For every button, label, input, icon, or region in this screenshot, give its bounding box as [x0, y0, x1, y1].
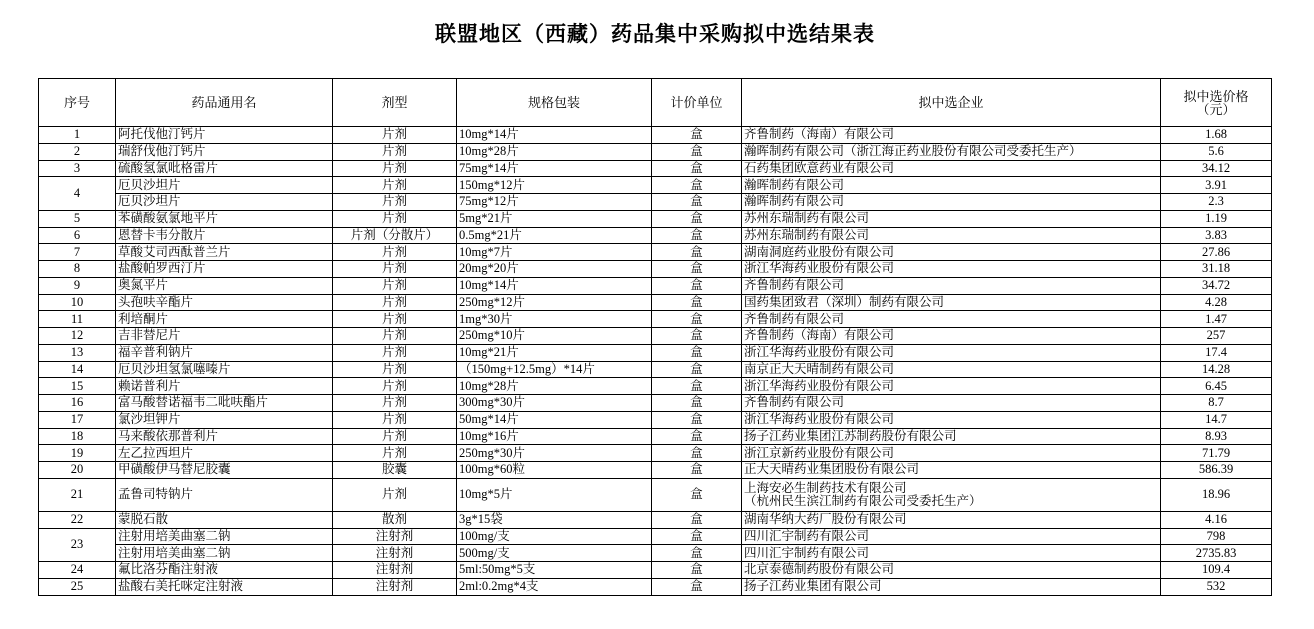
cell-price: 3.91: [1161, 177, 1272, 194]
cell-no: 20: [39, 462, 116, 479]
cell-price: 2.3: [1161, 194, 1272, 211]
cell-spec: （150mg+12.5mg）*14片: [457, 361, 652, 378]
cell-no: 2: [39, 143, 116, 160]
cell-drug-name: 阿托伐他汀钙片: [116, 127, 333, 144]
cell-unit: 盒: [652, 261, 742, 278]
cell-company: 浙江华海药业股份有限公司: [742, 378, 1161, 395]
cell-drug-name: 硫酸氢氯吡格雷片: [116, 160, 333, 177]
cell-price: 109.4: [1161, 562, 1272, 579]
table-row: [39, 528, 1272, 545]
cell-drug-name: 孟鲁司特钠片: [116, 478, 333, 511]
cell-price: 6.45: [1161, 378, 1272, 395]
results-table: [38, 78, 1272, 596]
cell-spec: 250mg*10片: [457, 328, 652, 345]
cell-dosage-form: 片剂: [333, 478, 457, 511]
cell-price: 3.83: [1161, 227, 1272, 244]
cell-spec: 250mg*30片: [457, 445, 652, 462]
table-row: [39, 177, 1272, 194]
table-row: [39, 194, 1272, 211]
cell-drug-name: 赖诺普利片: [116, 378, 333, 395]
cell-unit: 盒: [652, 244, 742, 261]
cell-drug-name: 蒙脱石散: [116, 511, 333, 528]
page-title: 联盟地区（西藏）药品集中采购拟中选结果表: [435, 22, 875, 46]
cell-unit: 盒: [652, 294, 742, 311]
table-row: [39, 261, 1272, 278]
header-no: 序号: [39, 79, 116, 127]
cell-dosage-form: 散剂: [333, 511, 457, 528]
cell-unit: 盒: [652, 177, 742, 194]
cell-dosage-form: 片剂: [333, 160, 457, 177]
cell-company: 浙江京新药业股份有限公司: [742, 445, 1161, 462]
cell-price: 4.28: [1161, 294, 1272, 311]
cell-dosage-form: 注射剂: [333, 545, 457, 562]
cell-spec: 10mg*5片: [457, 478, 652, 511]
cell-no: 17: [39, 411, 116, 428]
cell-company: 浙江华海药业股份有限公司: [742, 261, 1161, 278]
cell-spec: 300mg*30片: [457, 395, 652, 412]
cell-price: 14.7: [1161, 411, 1272, 428]
cell-unit: 盒: [652, 395, 742, 412]
table-row: [39, 462, 1272, 479]
cell-dosage-form: 注射剂: [333, 578, 457, 595]
cell-dosage-form: 片剂: [333, 411, 457, 428]
cell-price: 34.72: [1161, 277, 1272, 294]
cell-price: 2735.83: [1161, 545, 1272, 562]
cell-company: 湖南洞庭药业股份有限公司: [742, 244, 1161, 261]
cell-unit: 盒: [652, 462, 742, 479]
cell-spec: 2ml:0.2mg*4支: [457, 578, 652, 595]
cell-unit: 盒: [652, 511, 742, 528]
cell-drug-name: 注射用培美曲塞二钠: [116, 545, 333, 562]
cell-no: 24: [39, 562, 116, 579]
cell-spec: 10mg*28片: [457, 378, 652, 395]
cell-price: 71.79: [1161, 445, 1272, 462]
cell-price: 31.18: [1161, 261, 1272, 278]
cell-no: 21: [39, 478, 116, 511]
cell-spec: 10mg*7片: [457, 244, 652, 261]
cell-company: 正大天晴药业集团股份有限公司: [742, 462, 1161, 479]
cell-unit: 盒: [652, 210, 742, 227]
cell-spec: 50mg*14片: [457, 411, 652, 428]
cell-company: 北京泰德制药股份有限公司: [742, 562, 1161, 579]
cell-drug-name: 厄贝沙坦氢氯噻嗪片: [116, 361, 333, 378]
cell-dosage-form: 片剂: [333, 445, 457, 462]
cell-unit: 盒: [652, 311, 742, 328]
cell-spec: 5ml:50mg*5支: [457, 562, 652, 579]
header-dosage-form: 剂型: [333, 79, 457, 127]
cell-unit: 盒: [652, 328, 742, 345]
table-row: [39, 210, 1272, 227]
cell-no: 11: [39, 311, 116, 328]
cell-dosage-form: 片剂: [333, 194, 457, 211]
cell-company: 苏州东瑞制药有限公司: [742, 227, 1161, 244]
cell-spec: 500mg/支: [457, 545, 652, 562]
table-row: [39, 445, 1272, 462]
cell-drug-name: 福辛普利钠片: [116, 344, 333, 361]
cell-company: 石药集团欧意药业有限公司: [742, 160, 1161, 177]
cell-dosage-form: 胶囊: [333, 462, 457, 479]
cell-company: 齐鲁制药有限公司: [742, 311, 1161, 328]
cell-dosage-form: 片剂: [333, 261, 457, 278]
cell-price: 14.28: [1161, 361, 1272, 378]
cell-spec: 10mg*16片: [457, 428, 652, 445]
cell-unit: 盒: [652, 227, 742, 244]
cell-no: 1: [39, 127, 116, 144]
cell-company: 齐鲁制药有限公司: [742, 395, 1161, 412]
table-row: [39, 160, 1272, 177]
cell-no: 23: [39, 528, 116, 562]
cell-spec: 150mg*12片: [457, 177, 652, 194]
cell-company: 湖南华纳大药厂股份有限公司: [742, 511, 1161, 528]
cell-unit: 盒: [652, 528, 742, 545]
cell-spec: 1mg*30片: [457, 311, 652, 328]
cell-spec: 100mg/支: [457, 528, 652, 545]
cell-spec: 5mg*21片: [457, 210, 652, 227]
cell-price: 5.6: [1161, 143, 1272, 160]
cell-company: 四川汇宇制药有限公司: [742, 545, 1161, 562]
cell-drug-name: 苯磺酸氨氯地平片: [116, 210, 333, 227]
cell-unit: 盒: [652, 160, 742, 177]
cell-spec: 100mg*60粒: [457, 462, 652, 479]
cell-dosage-form: 片剂: [333, 127, 457, 144]
cell-no: 3: [39, 160, 116, 177]
cell-drug-name: 马来酸依那普利片: [116, 428, 333, 445]
cell-no: 9: [39, 277, 116, 294]
cell-price: 1.19: [1161, 210, 1272, 227]
cell-spec: 250mg*12片: [457, 294, 652, 311]
cell-company: 南京正大天晴制药有限公司: [742, 361, 1161, 378]
cell-no: 14: [39, 361, 116, 378]
cell-price: 18.96: [1161, 478, 1272, 511]
table-row: [39, 328, 1272, 345]
cell-price: 27.86: [1161, 244, 1272, 261]
cell-unit: 盒: [652, 562, 742, 579]
cell-drug-name: 富马酸替诺福韦二吡呋酯片: [116, 395, 333, 412]
table-row: [39, 545, 1272, 562]
cell-dosage-form: 注射剂: [333, 528, 457, 545]
cell-unit: 盒: [652, 277, 742, 294]
cell-unit: 盒: [652, 378, 742, 395]
header-row: [39, 79, 1272, 127]
cell-drug-name: 奥氮平片: [116, 277, 333, 294]
cell-no: 15: [39, 378, 116, 395]
cell-company: 扬子江药业集团有限公司: [742, 578, 1161, 595]
cell-drug-name: 左乙拉西坦片: [116, 445, 333, 462]
table-row: [39, 277, 1272, 294]
table-row: [39, 562, 1272, 579]
cell-dosage-form: 片剂（分散片）: [333, 227, 457, 244]
cell-dosage-form: 注射剂: [333, 562, 457, 579]
cell-company: 瀚晖制药有限公司（浙江海正药业股份有限公司受委托生产）: [742, 143, 1161, 160]
cell-price: 798: [1161, 528, 1272, 545]
cell-spec: 10mg*14片: [457, 127, 652, 144]
cell-no: 10: [39, 294, 116, 311]
table-row: [39, 344, 1272, 361]
table-row: [39, 411, 1272, 428]
header-unit: 计价单位: [652, 79, 742, 127]
cell-unit: 盒: [652, 143, 742, 160]
table-row: [39, 244, 1272, 261]
cell-dosage-form: 片剂: [333, 143, 457, 160]
cell-dosage-form: 片剂: [333, 177, 457, 194]
cell-company: 上海安必生制药技术有限公司 （杭州民生滨江制药有限公司受委托生产）: [742, 478, 1161, 511]
cell-drug-name: 氯沙坦钾片: [116, 411, 333, 428]
cell-unit: 盒: [652, 578, 742, 595]
cell-company: 齐鲁制药（海南）有限公司: [742, 127, 1161, 144]
cell-no: 16: [39, 395, 116, 412]
cell-drug-name: 厄贝沙坦片: [116, 177, 333, 194]
cell-drug-name: 盐酸帕罗西汀片: [116, 261, 333, 278]
cell-spec: 10mg*14片: [457, 277, 652, 294]
cell-drug-name: 甲磺酸伊马替尼胶囊: [116, 462, 333, 479]
cell-company: 苏州东瑞制药有限公司: [742, 210, 1161, 227]
cell-drug-name: 草酸艾司西酞普兰片: [116, 244, 333, 261]
cell-price: 1.68: [1161, 127, 1272, 144]
cell-dosage-form: 片剂: [333, 395, 457, 412]
cell-spec: 0.5mg*21片: [457, 227, 652, 244]
header-drug-name: 药品通用名: [116, 79, 333, 127]
table-row: [39, 143, 1272, 160]
cell-dosage-form: 片剂: [333, 277, 457, 294]
cell-company: 国药集团致君（深圳）制药有限公司: [742, 294, 1161, 311]
table-row: [39, 378, 1272, 395]
cell-price: 34.12: [1161, 160, 1272, 177]
cell-unit: 盒: [652, 411, 742, 428]
cell-unit: 盒: [652, 478, 742, 511]
cell-drug-name: 头孢呋辛酯片: [116, 294, 333, 311]
cell-company: 四川汇宇制药有限公司: [742, 528, 1161, 545]
cell-spec: 75mg*14片: [457, 160, 652, 177]
cell-spec: 10mg*28片: [457, 143, 652, 160]
cell-drug-name: 盐酸右美托咪定注射液: [116, 578, 333, 595]
cell-company: 齐鲁制药（海南）有限公司: [742, 328, 1161, 345]
cell-unit: 盒: [652, 344, 742, 361]
cell-spec: 3g*15袋: [457, 511, 652, 528]
table-row: [39, 478, 1272, 511]
cell-spec: 20mg*20片: [457, 261, 652, 278]
cell-price: 586.39: [1161, 462, 1272, 479]
cell-no: 8: [39, 261, 116, 278]
cell-unit: 盒: [652, 127, 742, 144]
cell-price: 17.4: [1161, 344, 1272, 361]
cell-price: 257: [1161, 328, 1272, 345]
cell-price: 8.93: [1161, 428, 1272, 445]
cell-company: 扬子江药业集团江苏制药股份有限公司: [742, 428, 1161, 445]
cell-no: 5: [39, 210, 116, 227]
cell-no: 4: [39, 177, 116, 211]
table-row: [39, 361, 1272, 378]
cell-company: 瀚晖制药有限公司: [742, 177, 1161, 194]
cell-no: 6: [39, 227, 116, 244]
cell-company: 齐鲁制药有限公司: [742, 277, 1161, 294]
cell-no: 12: [39, 328, 116, 345]
table-row: [39, 395, 1272, 412]
cell-no: 22: [39, 511, 116, 528]
table-row: [39, 127, 1272, 144]
cell-dosage-form: 片剂: [333, 378, 457, 395]
cell-no: 13: [39, 344, 116, 361]
cell-unit: 盒: [652, 445, 742, 462]
cell-dosage-form: 片剂: [333, 428, 457, 445]
cell-drug-name: 恩替卡韦分散片: [116, 227, 333, 244]
table-row: [39, 311, 1272, 328]
table-row: [39, 428, 1272, 445]
cell-price: 4.16: [1161, 511, 1272, 528]
cell-dosage-form: 片剂: [333, 344, 457, 361]
cell-drug-name: 吉非替尼片: [116, 328, 333, 345]
header-price: 拟中选价格 （元）: [1161, 79, 1272, 127]
cell-drug-name: 注射用培美曲塞二钠: [116, 528, 333, 545]
cell-company: 瀚晖制药有限公司: [742, 194, 1161, 211]
cell-unit: 盒: [652, 361, 742, 378]
cell-dosage-form: 片剂: [333, 244, 457, 261]
table-row: [39, 578, 1272, 595]
header-company: 拟中选企业: [742, 79, 1161, 127]
cell-dosage-form: 片剂: [333, 210, 457, 227]
header-spec: 规格包装: [457, 79, 652, 127]
cell-dosage-form: 片剂: [333, 311, 457, 328]
cell-price: 532: [1161, 578, 1272, 595]
cell-dosage-form: 片剂: [333, 328, 457, 345]
cell-company: 浙江华海药业股份有限公司: [742, 411, 1161, 428]
cell-unit: 盒: [652, 545, 742, 562]
cell-no: 18: [39, 428, 116, 445]
cell-price: 8.7: [1161, 395, 1272, 412]
cell-drug-name: 氟比洛芬酯注射液: [116, 562, 333, 579]
cell-spec: 10mg*21片: [457, 344, 652, 361]
cell-dosage-form: 片剂: [333, 361, 457, 378]
cell-no: 19: [39, 445, 116, 462]
cell-drug-name: 厄贝沙坦片: [116, 194, 333, 211]
cell-no: 7: [39, 244, 116, 261]
cell-price: 1.47: [1161, 311, 1272, 328]
table-row: [39, 511, 1272, 528]
cell-unit: 盒: [652, 194, 742, 211]
cell-unit: 盒: [652, 428, 742, 445]
table-row: [39, 294, 1272, 311]
cell-drug-name: 瑞舒伐他汀钙片: [116, 143, 333, 160]
cell-no: 25: [39, 578, 116, 595]
table-row: [39, 227, 1272, 244]
cell-spec: 75mg*12片: [457, 194, 652, 211]
cell-company: 浙江华海药业股份有限公司: [742, 344, 1161, 361]
cell-dosage-form: 片剂: [333, 294, 457, 311]
cell-drug-name: 利培酮片: [116, 311, 333, 328]
